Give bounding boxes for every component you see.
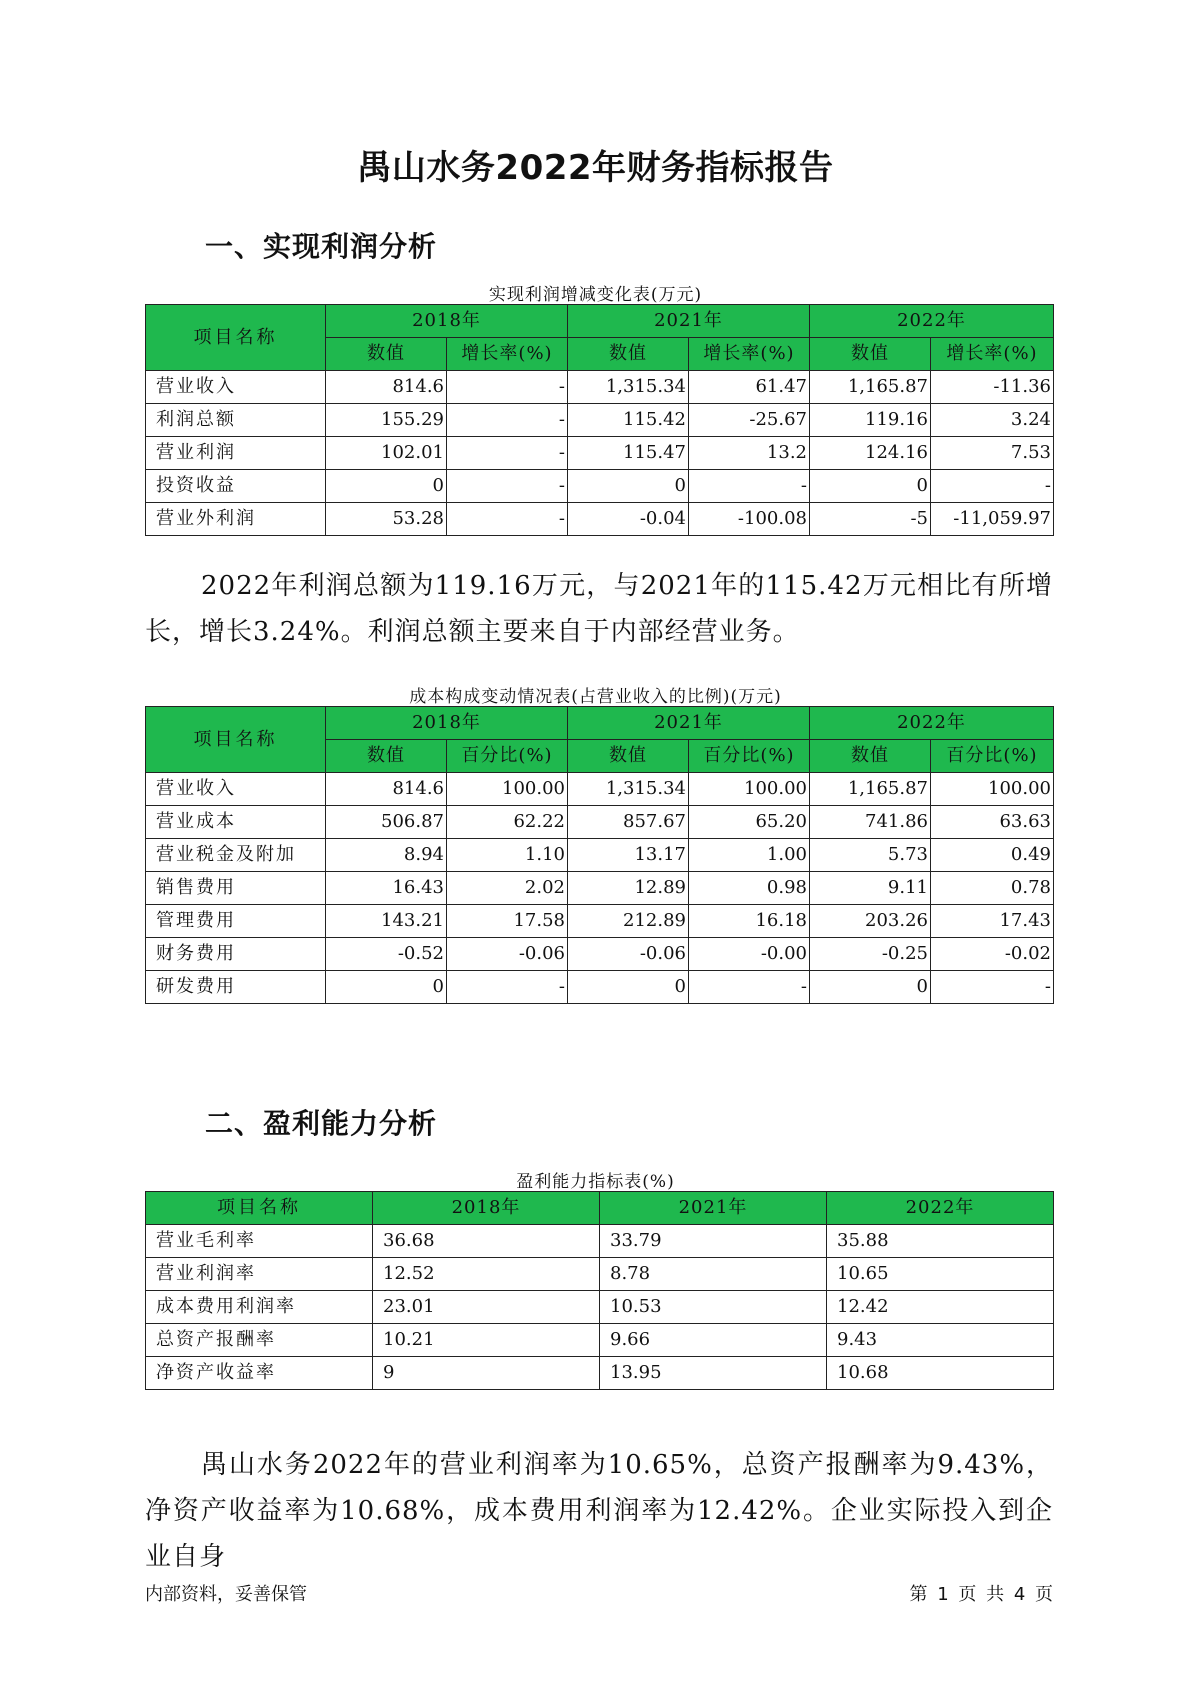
table-row <box>146 773 1054 806</box>
table-cell: 0 <box>810 470 931 503</box>
row-label: 净资产收益率 <box>146 1357 373 1390</box>
row-label: 总资产报酬率 <box>146 1324 373 1357</box>
table-cell: 0 <box>568 470 689 503</box>
table-cell: -0.25 <box>810 938 931 971</box>
table-cell: -0.00 <box>689 938 810 971</box>
row-label: 营业税金及附加 <box>146 839 326 872</box>
row-label: 研发费用 <box>146 971 326 1004</box>
table-cell: 119.16 <box>810 404 931 437</box>
header-year: 2021年 <box>568 305 810 338</box>
table-cell: 0.49 <box>931 839 1054 872</box>
table-cell: 0 <box>810 971 931 1004</box>
profit-summary-paragraph: 2022年利润总额为119.16万元，与2021年的115.42万元相比有所增长，增长3.24%。利润总额主要来自于内部经营业务。 <box>145 571 1053 647</box>
row-label: 投资收益 <box>146 470 326 503</box>
table-cell: - <box>447 437 568 470</box>
table-cell: 33.79 <box>600 1225 827 1258</box>
table-cell: 115.42 <box>568 404 689 437</box>
table-cell: - <box>447 503 568 536</box>
header-year: 2022年 <box>810 707 1054 740</box>
table-cell: 1,315.34 <box>568 371 689 404</box>
header-value: 数值 <box>326 740 447 773</box>
table-cell: -25.67 <box>689 404 810 437</box>
table-cell: - <box>689 470 810 503</box>
header-value: 数值 <box>810 740 931 773</box>
table-row <box>146 1225 1054 1258</box>
header-item-name: 项目名称 <box>146 707 326 773</box>
table-cell: -100.08 <box>689 503 810 536</box>
table-cell: 17.58 <box>447 905 568 938</box>
row-label: 利润总额 <box>146 404 326 437</box>
table-cell: 741.86 <box>810 806 931 839</box>
table-cell: 10.53 <box>600 1291 827 1324</box>
profit-change-table <box>145 304 1054 536</box>
table-row <box>146 1291 1054 1324</box>
page-title: 禺山水务2022年财务指标报告 <box>357 148 834 188</box>
table-cell: 9.43 <box>827 1324 1054 1357</box>
table-row <box>146 404 1054 437</box>
table-cell: 13.17 <box>568 839 689 872</box>
header-year: 2018年 <box>373 1192 600 1225</box>
table-cell: 10.21 <box>373 1324 600 1357</box>
table-cell: 100.00 <box>931 773 1054 806</box>
table-cell: 23.01 <box>373 1291 600 1324</box>
table-cell: - <box>447 404 568 437</box>
table-cell: 115.47 <box>568 437 689 470</box>
row-label: 营业利润率 <box>146 1258 373 1291</box>
table-cell: 9 <box>373 1357 600 1390</box>
table-cell: 2.02 <box>447 872 568 905</box>
header-percentage: 百分比(%) <box>689 740 810 773</box>
table-cell: - <box>931 470 1054 503</box>
table-cell: 5.73 <box>810 839 931 872</box>
header-year: 2018年 <box>326 707 568 740</box>
table-cell: 155.29 <box>326 404 447 437</box>
table-cell: 100.00 <box>689 773 810 806</box>
table-cell: -0.02 <box>931 938 1054 971</box>
header-value: 数值 <box>568 338 689 371</box>
table-cell: -0.06 <box>447 938 568 971</box>
table-cell: 10.65 <box>827 1258 1054 1291</box>
table-cell: 8.94 <box>326 839 447 872</box>
table-cell: 1,165.87 <box>810 371 931 404</box>
table-cell: - <box>689 971 810 1004</box>
table-cell: -0.04 <box>568 503 689 536</box>
table-body <box>146 371 1054 536</box>
header-percentage: 百分比(%) <box>931 740 1054 773</box>
table-cell: 0.98 <box>689 872 810 905</box>
table-cell: 12.42 <box>827 1291 1054 1324</box>
table-cell: 62.22 <box>447 806 568 839</box>
table-cell: 13.95 <box>600 1357 827 1390</box>
table-row <box>146 1258 1054 1291</box>
table-cell: 7.53 <box>931 437 1054 470</box>
table-cell: 0 <box>326 971 447 1004</box>
table-cell: - <box>447 470 568 503</box>
table-cell: 814.6 <box>326 773 447 806</box>
header-year: 2021年 <box>568 707 810 740</box>
profitability-summary-paragraph: 禺山水务2022年的营业利润率为10.65%，总资产报酬率为9.43%，净资产收益率为10.68%，成本费用利润率为12.42%。企业实际投入到企业自身 <box>145 1450 1053 1572</box>
row-label: 营业毛利率 <box>146 1225 373 1258</box>
page-number: 第 1 页 共 4 页 <box>909 1584 1053 1605</box>
table-cell: 9.11 <box>810 872 931 905</box>
table-row <box>146 1357 1054 1390</box>
table-cell: 16.18 <box>689 905 810 938</box>
table-row <box>146 503 1054 536</box>
table-cell: 63.63 <box>931 806 1054 839</box>
table-body <box>146 1225 1054 1390</box>
row-label: 管理费用 <box>146 905 326 938</box>
table-cell: 35.88 <box>827 1225 1054 1258</box>
table-row <box>146 806 1054 839</box>
table-cell: 814.6 <box>326 371 447 404</box>
header-year: 2022年 <box>810 305 1054 338</box>
table-cell: 124.16 <box>810 437 931 470</box>
row-label: 成本费用利润率 <box>146 1291 373 1324</box>
table-cell: -0.52 <box>326 938 447 971</box>
table-cell: 36.68 <box>373 1225 600 1258</box>
header-year: 2018年 <box>326 305 568 338</box>
row-label: 营业收入 <box>146 371 326 404</box>
table-cell: 1,315.34 <box>568 773 689 806</box>
table-cell: 0.78 <box>931 872 1054 905</box>
row-label: 财务费用 <box>146 938 326 971</box>
header-value: 数值 <box>810 338 931 371</box>
header-year: 2022年 <box>827 1192 1054 1225</box>
section-heading-profitability: 二、盈利能力分析 <box>205 1107 438 1140</box>
table-cell: 16.43 <box>326 872 447 905</box>
row-label: 营业成本 <box>146 806 326 839</box>
row-label: 营业收入 <box>146 773 326 806</box>
table-row <box>146 1324 1054 1357</box>
table-cell: 857.67 <box>568 806 689 839</box>
table-cell: 203.26 <box>810 905 931 938</box>
table-cell: 10.68 <box>827 1357 1054 1390</box>
table-cell: -0.06 <box>568 938 689 971</box>
header-item-name: 项目名称 <box>146 1192 373 1225</box>
table2-caption: 成本构成变动情况表(占营业收入的比例)(万元) <box>409 687 782 707</box>
table-row <box>146 839 1054 872</box>
profitability-indicators-table <box>145 1191 1054 1390</box>
table-cell: 61.47 <box>689 371 810 404</box>
table-cell: 506.87 <box>326 806 447 839</box>
table-cell: 8.78 <box>600 1258 827 1291</box>
table-cell: 1,165.87 <box>810 773 931 806</box>
table-cell: 12.89 <box>568 872 689 905</box>
table-cell: - <box>447 371 568 404</box>
table-cell: 17.43 <box>931 905 1054 938</box>
table-row <box>146 971 1054 1004</box>
table-cell: - <box>931 971 1054 1004</box>
header-year: 2021年 <box>600 1192 827 1225</box>
table-cell: - <box>447 971 568 1004</box>
table-cell: 102.01 <box>326 437 447 470</box>
table1-caption: 实现利润增减变化表(万元) <box>488 285 703 305</box>
table-cell: -11,059.97 <box>931 503 1054 536</box>
table-cell: 0 <box>568 971 689 1004</box>
header-value: 数值 <box>326 338 447 371</box>
section-heading-profit: 一、实现利润分析 <box>205 230 438 263</box>
row-label: 销售费用 <box>146 872 326 905</box>
table-row <box>146 905 1054 938</box>
table-cell: 1.10 <box>447 839 568 872</box>
table-cell: -11.36 <box>931 371 1054 404</box>
table-cell: 53.28 <box>326 503 447 536</box>
header-item-name: 项目名称 <box>146 305 326 371</box>
header-growth-rate: 增长率(%) <box>931 338 1054 371</box>
confidentiality-note: 内部资料，妥善保管 <box>145 1584 307 1605</box>
table-cell: 13.2 <box>689 437 810 470</box>
table-cell: 100.00 <box>447 773 568 806</box>
table3-caption: 盈利能力指标表(%) <box>516 1172 675 1192</box>
table-body <box>146 773 1054 1004</box>
table-cell: 65.20 <box>689 806 810 839</box>
row-label: 营业外利润 <box>146 503 326 536</box>
header-growth-rate: 增长率(%) <box>689 338 810 371</box>
table-row <box>146 470 1054 503</box>
table-cell: 1.00 <box>689 839 810 872</box>
table-cell: 9.66 <box>600 1324 827 1357</box>
table-cell: 212.89 <box>568 905 689 938</box>
table-cell: 3.24 <box>931 404 1054 437</box>
table-row <box>146 872 1054 905</box>
header-value: 数值 <box>568 740 689 773</box>
table-row <box>146 938 1054 971</box>
table-cell: 12.52 <box>373 1258 600 1291</box>
table-row <box>146 371 1054 404</box>
cost-structure-table <box>145 706 1054 1004</box>
table-row <box>146 437 1054 470</box>
table-cell: 0 <box>326 470 447 503</box>
table-cell: -5 <box>810 503 931 536</box>
header-percentage: 百分比(%) <box>447 740 568 773</box>
header-growth-rate: 增长率(%) <box>447 338 568 371</box>
row-label: 营业利润 <box>146 437 326 470</box>
table-cell: 143.21 <box>326 905 447 938</box>
